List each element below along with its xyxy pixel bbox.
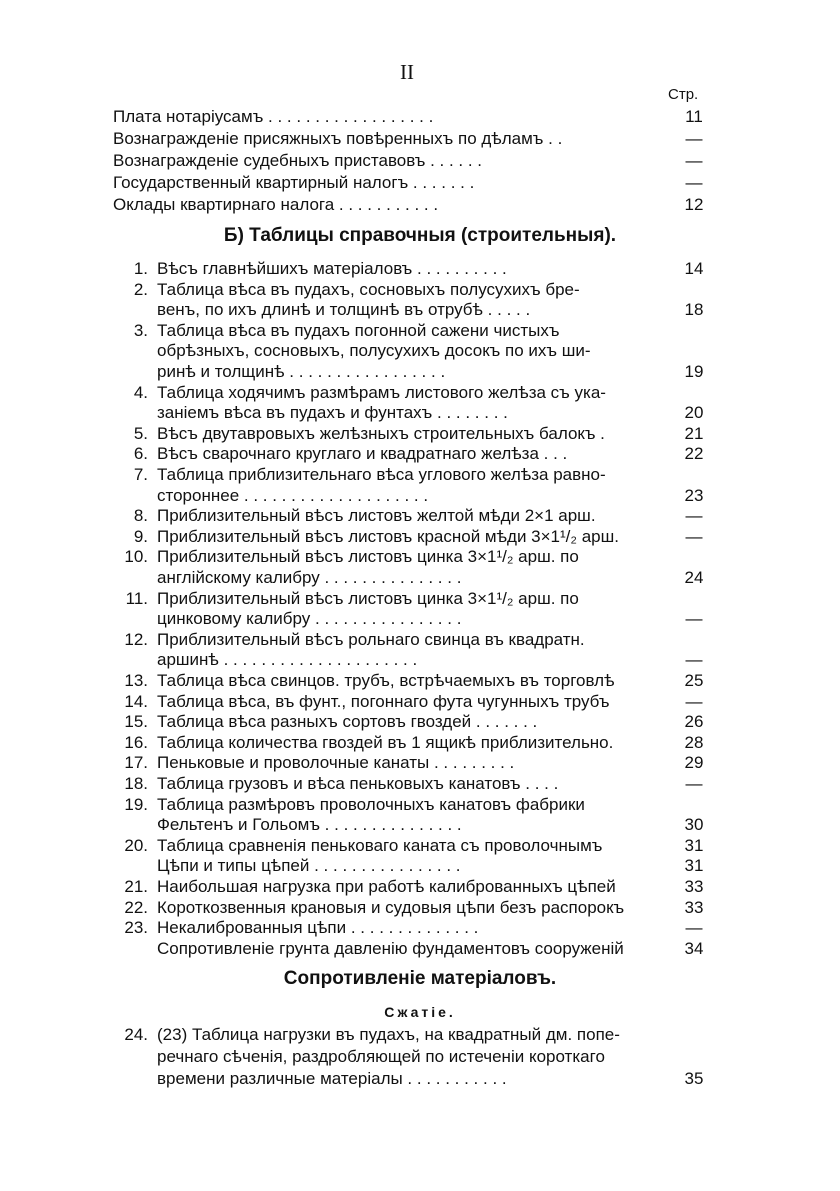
entry-number: 10. [124,547,148,567]
entry-number: 9. [133,526,148,546]
entry-page: 30 [684,815,704,835]
entry-text: Оклады квартирнаго налога . . . . . . . . . . . [113,195,439,214]
entry-number: 5. [133,423,148,443]
entry-page: 12 [684,195,704,214]
list-item [0,526,840,548]
entry-text: Приблизительный вѣсъ листовъ желтой мѣди 2×1 арш. [157,506,596,526]
entry-text: Таблица вѣса, въ фунт., погоннаго фута чугунныхъ трубъ [157,691,610,711]
section-heading: Сопротивленіе матеріаловъ. [283,968,557,989]
entry-text: Государственный квартирный налогъ . . . . . . . [113,173,475,192]
entry-number: 19. [124,794,148,814]
entry-page: — [685,774,703,793]
entry-text: Таблица вѣса свинцов. трубъ, встрѣчаемыхъ въ торговлѣ [157,671,615,690]
entry-text: Короткозвенныя крановыя и судовыя цѣпи безъ распорокъ [157,897,625,917]
entry-text: Таблица грузовъ и вѣса пеньковыхъ канатовъ . . . . [157,774,559,793]
entry-number: 12. [124,629,148,649]
list-item [0,172,840,194]
list-item [0,876,840,898]
section-heading: Б) Таблицы справочныя (строительныя). [223,225,617,246]
list-item [0,382,840,404]
list-item [0,649,840,671]
entry-page: 29 [684,753,704,773]
entry-number: 23. [124,918,148,938]
entry-page: — [685,526,703,546]
entry-page: 11 [685,107,703,126]
entry-page: 35 [684,1069,704,1088]
list-item [0,150,840,172]
list-item [0,402,840,424]
list-item [0,752,840,774]
entry-text: аршинѣ . . . . . . . . . . . . . . . . . . . . . [157,650,418,670]
list-item [0,279,840,301]
entry-number: 16. [124,732,148,752]
entry-text: стороннее . . . . . . . . . . . . . . . . . . . . [157,485,429,505]
entry-text: заніемъ вѣса въ пудахъ и фунтахъ . . . . . . . . [157,403,508,423]
entry-text: Сопротивленіе грунта давленію фундаментовъ сооруженій [157,938,624,958]
list-item [0,361,840,383]
list-item [0,567,840,589]
entry-page: — [685,650,703,670]
entry-text: времени различные матеріалы . . . . . . . . . . . [157,1069,507,1088]
entry-text: Приблизительный вѣсъ рольнаго свинца въ квадратн. [157,629,585,649]
entry-text: Приблизительный вѣсъ листовъ цинка 3×1¹/₂ арш. по [157,588,579,608]
entry-text: Вѣсъ сварочнаго круглаго и квадратнаго желѣза . . . [157,444,568,464]
entry-text: Вѣсъ главнѣйшихъ матеріаловъ . . . . . . . . . . [157,259,507,278]
entry-text: Приблизительный вѣсъ листовъ красной мѣди 3×1¹/₂ арш. [157,526,619,546]
entry-number: 6. [133,444,148,464]
entry-text: Таблица сравненія пеньковаго каната съ проволочнымъ [157,835,603,855]
list-item [0,423,840,445]
entry-page: 33 [684,877,704,896]
entry-text: венъ, по ихъ длинѣ и толщинѣ въ отрубѣ . . . . . [157,300,531,320]
entry-page: 19 [684,362,704,381]
list-item [0,1024,840,1046]
entry-number: 21. [124,877,148,896]
entry-page: 14 [684,259,704,278]
subsection-heading: Сжатіе. [384,1004,456,1020]
entry-text: Плата нотаріусамъ . . . . . . . . . . . . . . . . . . [113,107,434,126]
list-item [0,711,840,733]
entry-text: Фельтенъ и Гольомъ . . . . . . . . . . . . . . . [157,815,462,835]
entry-text: Некалиброванныя цѣпи . . . . . . . . . . . . . . [157,918,479,938]
entry-text: Таблица ходячимъ размѣрамъ листового желѣза съ ука- [157,382,606,402]
entry-text: Таблица вѣса въ пудахъ, сосновыхъ полусухихъ бре- [157,279,580,299]
entry-text: речнаго сѣченія, раздробляющей по истеченіи короткаго [157,1047,605,1066]
entry-page: — [685,129,703,148]
list-item [0,443,840,465]
entry-page: 26 [684,712,704,732]
list-item [0,128,840,150]
entry-page: 28 [684,732,704,752]
list-item [0,485,840,507]
list-item [0,505,840,527]
entry-number: 18. [124,774,148,793]
entry-page: — [685,691,703,711]
list-item [0,340,840,362]
list-item [0,106,840,128]
list-item [0,835,840,857]
entry-text: Пеньковые и проволочные канаты . . . . . . . . . [157,753,515,773]
entry-text: Таблица размѣровъ проволочныхъ канатовъ фабрики [157,794,585,814]
entry-text: обрѣзныхъ, сосновыхъ, полусухихъ досокъ по ихъ ши- [157,341,591,361]
entry-number: 3. [133,320,148,340]
entry-number: 4. [133,382,148,402]
entry-page: 21 [684,423,704,443]
list-item [0,691,840,713]
entry-text: Вознагражденіе судебныхъ приставовъ . . . . . . [113,151,483,170]
list-item [0,732,840,754]
list-item [0,794,840,816]
entry-text: Вознагражденіе присяжныхъ повѣренныхъ по дѣламъ . . [113,129,563,148]
entry-text: Наибольшая нагрузка при работѣ калиброванныхъ цѣпей [157,877,616,896]
entry-page: 25 [684,671,704,690]
entry-page: 31 [684,856,704,876]
entry-text: Таблица вѣса въ пудахъ погонной сажени чистыхъ [157,320,560,340]
entry-page: — [685,918,703,938]
entry-text: цинковому калибру . . . . . . . . . . . . . . . . [157,609,462,629]
entry-text: Цѣпи и типы цѣпей . . . . . . . . . . . . . . . . [157,856,461,876]
entry-number: 1. [133,259,148,278]
list-item [0,464,840,486]
entry-page: — [685,173,703,192]
list-item [0,1068,840,1090]
entry-text: Таблица количества гвоздей въ 1 ящикѣ приблизительно. [157,732,614,752]
list-item [0,773,840,795]
entry-number: 8. [133,506,148,526]
list-item [0,546,840,568]
entry-page: — [685,609,703,629]
entry-number: 15. [124,712,148,732]
entry-page: 20 [684,403,704,423]
entry-text: (23) Таблица нагрузки въ пудахъ, на квадратный дм. попе- [157,1025,620,1044]
list-item [0,588,840,610]
list-item [0,1046,840,1068]
entry-number: 2. [133,279,148,299]
entry-number: 11. [125,588,148,608]
entry-text: англійскому калибру . . . . . . . . . . . . . . . [157,568,462,587]
list-item [0,258,840,280]
entry-number: 7. [133,465,148,484]
page-column-header: Стр. [668,86,699,103]
page-number: II [400,60,414,84]
entry-number: 13. [124,671,148,690]
entry-number: 14. [124,691,148,711]
list-item [0,299,840,321]
list-item [0,629,840,651]
list-item [0,897,840,919]
list-item [0,814,840,836]
entry-number: 22. [124,897,148,917]
entry-page: 22 [684,444,704,464]
entry-page: — [685,151,703,170]
entry-number: 17. [124,753,148,773]
list-item [0,855,840,877]
entry-text: Таблица вѣса разныхъ сортовъ гвоздей . . . . . . . [157,712,538,732]
entry-number: 20. [124,835,148,855]
entry-page: 23 [684,485,704,505]
entry-page: 31 [684,835,704,855]
entry-text: Таблица приблизительнаго вѣса углового желѣза равно- [157,465,606,484]
entry-text: Вѣсъ двутавровыхъ желѣзныхъ строительныхъ балокъ . [157,423,605,443]
entry-page: 24 [684,568,704,587]
entry-number: 24. [124,1025,148,1044]
entry-text: Приблизительный вѣсъ листовъ цинка 3×1¹/₂ арш. по [157,547,579,567]
list-item [0,938,840,960]
list-item [0,194,840,216]
entry-text: ринѣ и толщинѣ . . . . . . . . . . . . . . . . . [157,362,446,381]
entry-page: 34 [684,938,704,958]
list-item [0,320,840,342]
entry-page: — [685,506,703,526]
entry-page: 18 [684,300,704,320]
list-item [0,917,840,939]
list-item [0,608,840,630]
list-item [0,670,840,692]
entry-page: 33 [684,897,704,917]
